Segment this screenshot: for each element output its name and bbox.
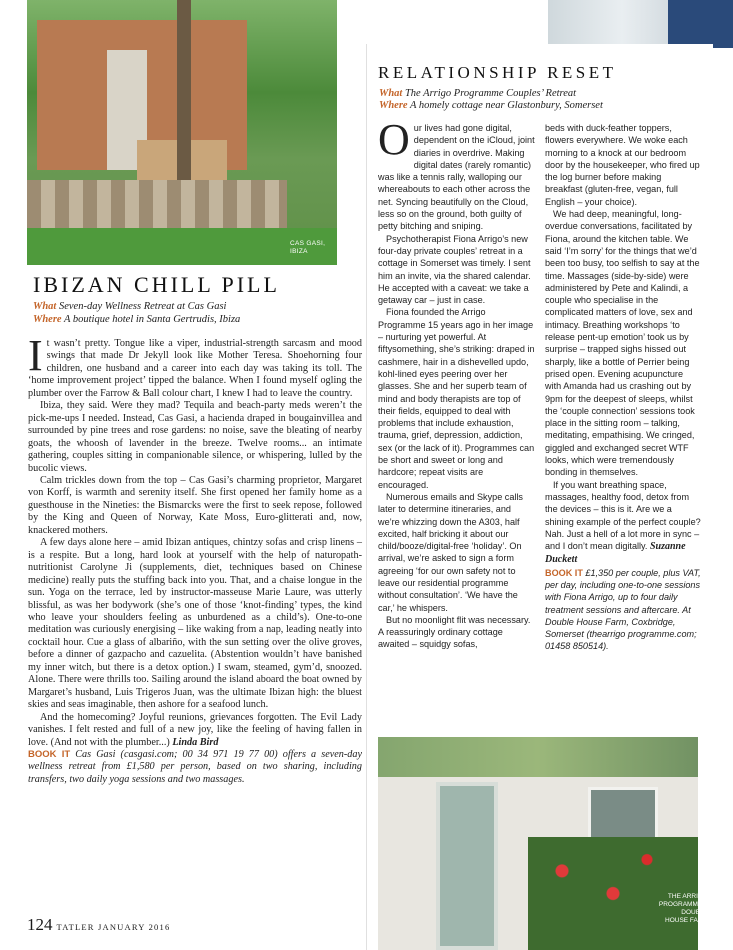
paragraph: If you want breathing space, massages, healthy food, detox from the devices – this is it. Are we a shining example of the perfect couple? Nah. Just a hell of a lot more in sync – and I don’t mean digitally. Suzanne Duckett BOOK IT £1,350 per couple, plus VAT, per day, including one-to-one sessions with Fiona Arrigo, up to four daily treatment sessions and aftercare. At Double House Farm, Coxbridge, Somerset (thearrigo programme.com; 01458 850514). xyxy=(545,479,701,652)
where-text: A homely cottage near Glastonbury, Somerset xyxy=(407,100,603,111)
paragraph: Fiona founded the Arrigo Programme 15 years ago in her image – nurturing yet powerful. At fiftysomething, she’s striking: draped in cashmere, hair in a dishevelled updo, kohl-lined eyes peering over her glasses. She and her superb team of mind and body therapists are top of their fields, equipped to deal with problems that include exhaustion, trauma, grief, depression, addiction, sex (or the lack of it). Programmes can be short and sweet or long and hardcore; repeat visits are encouraged. xyxy=(378,307,535,490)
paragraph: And the homecoming? Joyful reunions, grievances forgotten. The Evil Lady vanishes. I felt rested and full of a new joy, like the feeling of having fallen in love. (And not with the plumber...) Linda Bird BOOK IT Cas Gasi (casgasi.com; 00 34 971 19 77 00) offers a seven-day wellness retreat from £1,580 per person, based on two sharing, including transfers, two daily yoga sessions and two massages. xyxy=(28,711,362,785)
paragraph: It wasn’t pretty. Tongue like a viper, industrial-strength sarcasm and mood swings that made Dr Jekyll look like Mother Teresa. Shoehorning four children, one husband and a career into each day was taking its toll. The ‘home improvement project’ tipped the balance. When I found myself ogling the plumber over the Farrow & Ball colour chart, I knew I had to leave the country. xyxy=(28,331,362,399)
page-number: 124 xyxy=(27,915,53,934)
paragraph: beds with duck-feather toppers, flowers everywhere. We woke each morning to a knock at our bedroom door by the housekeeper, who fired up the log burner before making breakfast (gluten-free, vegan, full English – your choice). xyxy=(545,123,700,207)
book-it-text: Cas Gasi (casgasi.com; 00 34 971 19 77 00) offers a seven-day wellness retreat from £1,580 per person, based on two sharing, including transfers, two daily yoga sessions and two massages. xyxy=(28,748,362,785)
caption-line: DOUBLE xyxy=(681,909,708,916)
book-it-label: BOOK IT xyxy=(28,748,71,760)
byline: Suzanne Duckett xyxy=(545,541,686,566)
left-article-body xyxy=(28,331,362,786)
what-label: What xyxy=(33,301,57,312)
magazine-issue: TATLER JANUARY 2016 xyxy=(56,922,171,932)
page-footer xyxy=(27,915,170,935)
drop-cap: I xyxy=(28,331,43,380)
what-text: Seven-day Wellness Retreat at Cas Gasi xyxy=(56,301,227,312)
left-article-title: IBIZAN CHILL PILL xyxy=(33,272,280,297)
paragraph: Psychotherapist Fiona Arrigo’s new four-day private couples’ retreat in a cottage in Somerset was timely. I sent him an invite, via the shared calendar. He accepted with a caveat: we take a getaway car – just in case. xyxy=(378,233,531,306)
where-label: Where xyxy=(379,100,408,111)
byline: Linda Bird xyxy=(172,736,219,748)
caption-line: CAS GASI, xyxy=(290,240,326,247)
right-article-title: RELATIONSHIP RESET xyxy=(378,63,617,82)
paragraph: A few days alone here – amid Ibizan antiques, chintzy sofas and crisp linens – is a respite. But a long, hard look at yourself with the help of naturopath-nutritionist Carolyne Ji (supplements, diet, techniques based on Chinese medicine) really puts the stuffing back into you. That, and a chaise longue in the sun. Yoga on the terrace, led by instructor-masseuse Marie Laure, was utterly blissful, as was her bodywork (she’s one of those ‘knot-finding’ types, the kind who leave your shoulders feeling as unburdened as a child’s). One-to-one meditation was curiously energising – like waking from a nap, leading neatly into cocktail hour. Cue a glass of albariño, with the sun setting over the olive groves, before a dinner of gazpacho and cazuelita. (Abstention wouldn’t have banished my inner witch, but there is a detox option.) I swam, steamed, gym’d, snoozed. Alone. There were thrills too. Sailing around the island aboard the boat owned by Margaret’s husband, Luis Trigeros Juan, was the ultimate Ibizan high: the bluest skies and seas imaginable, then ashore for a seafood lunch. xyxy=(28,537,362,711)
what-label: What xyxy=(379,88,403,99)
caption-line: HOUSE FARM xyxy=(665,917,708,924)
book-it-label: BOOK IT xyxy=(545,567,583,578)
what-text: The Arrigo Programme Couples’ Retreat xyxy=(402,88,577,99)
where-label: Where xyxy=(33,314,62,325)
caption-line: IBIZA xyxy=(290,248,308,255)
paragraph: Our lives had gone digital, dependent on the iCloud, joint diaries in overdrive. Making digital dates (rarely romantic) was like a tennis rally, walloping our whereabouts to each other across the net. Syncing beautifully on the Cloud, less so on the ground, both guilty of petty bitching and sniping. xyxy=(378,115,535,232)
cas-gasi-photo xyxy=(27,0,337,265)
paragraph: Calm trickles down from the top – Cas Gasi’s charming proprietor, Margaret von Korff, is warmth and serenity itself. She first opened her family home as a guesthouse in the Nineties: the Bismarcks were the first to seek repose, followed by the King and Queen of Norway, Kate Moss, Euro-glitterati and, now, knackered mothers. xyxy=(28,474,362,536)
paragraph: But no moonlight flit was necessary. A reassuringly ordinary cottage awaited – squidgy sofas, xyxy=(378,614,531,650)
drop-cap: O xyxy=(378,115,410,164)
where-text: A boutique hotel in Santa Gertrudis, Ibiza xyxy=(61,314,241,325)
right-article-column-2 xyxy=(545,122,701,653)
cas-gasi-photo-caption xyxy=(290,240,336,256)
paragraph: Numerous emails and Skype calls later to determine itineraries, and we’re whizzing down the A303, half excited, half bricking it about our child/booze/digital-free ‘holiday’. On arrival, we’re asked to sign a form agreeing ‘for our own safety not to leave our residential programme without consultation’. ‘We have the car,’ he whispers. xyxy=(378,491,523,613)
paragraph: We had deep, meaningful, long-overdue conversations, facilitated by Fiona, around the kitchen table. We said ‘I’m sorry’ for the things that we’d been too busy, too selfish to say at the time. Massages (side-by-side) were administered by Pete and Kalindi, a couple who specialise in the complicated matters of love, sex and intimacy. Breathing workshops ‘to release pent-up emotion’ took us by surprise – trapped sighs hissed out sharply, like a bottle of Perrier being prised open. Evening acupuncture with Amanda had us crashing out by 9pm for the deepest of sleeps, whilst the ‘couple connection’ sessions took place in the sitting room – talking, meditating, empathising. We cringed, giggled and exchanged secret WTF looks, which were tremendously bonding in themselves. xyxy=(545,209,700,478)
right-what-line xyxy=(379,88,576,99)
paragraph: Ibiza, they said. Were they mad? Tequila and beach-party meds weren’t the pick-me-ups I needed. Instead, Cas Gasi, a hacienda draped in bougainvillea and surrounded by pine trees and rose gardens: no noise, save the bleating of nearby goats, the whoosh of lavender in the breeze. Twelve rooms... an intimate gathering, couples sitting in companionable silence, or whispering, lulled by the bucolic views. xyxy=(28,400,362,474)
caption-line: THE ARRIGO xyxy=(667,893,708,900)
top-right-photo-fragment xyxy=(548,0,733,48)
left-what-line xyxy=(33,301,226,312)
right-article-column-1 xyxy=(378,115,535,651)
left-where-line xyxy=(33,314,240,325)
right-where-line xyxy=(379,100,603,111)
book-it-text: £1,350 per couple, plus VAT, per day, including one-to-one sessions with Fiona Arrigo, up to four daily treatment sessions and aftercare. At Double House Farm, Coxbridge, Somerset (thearrigo programme.com; 01458 850514). xyxy=(545,567,701,652)
double-house-farm-photo-caption xyxy=(640,893,708,925)
caption-line: PROGRAMME’S xyxy=(658,901,708,908)
